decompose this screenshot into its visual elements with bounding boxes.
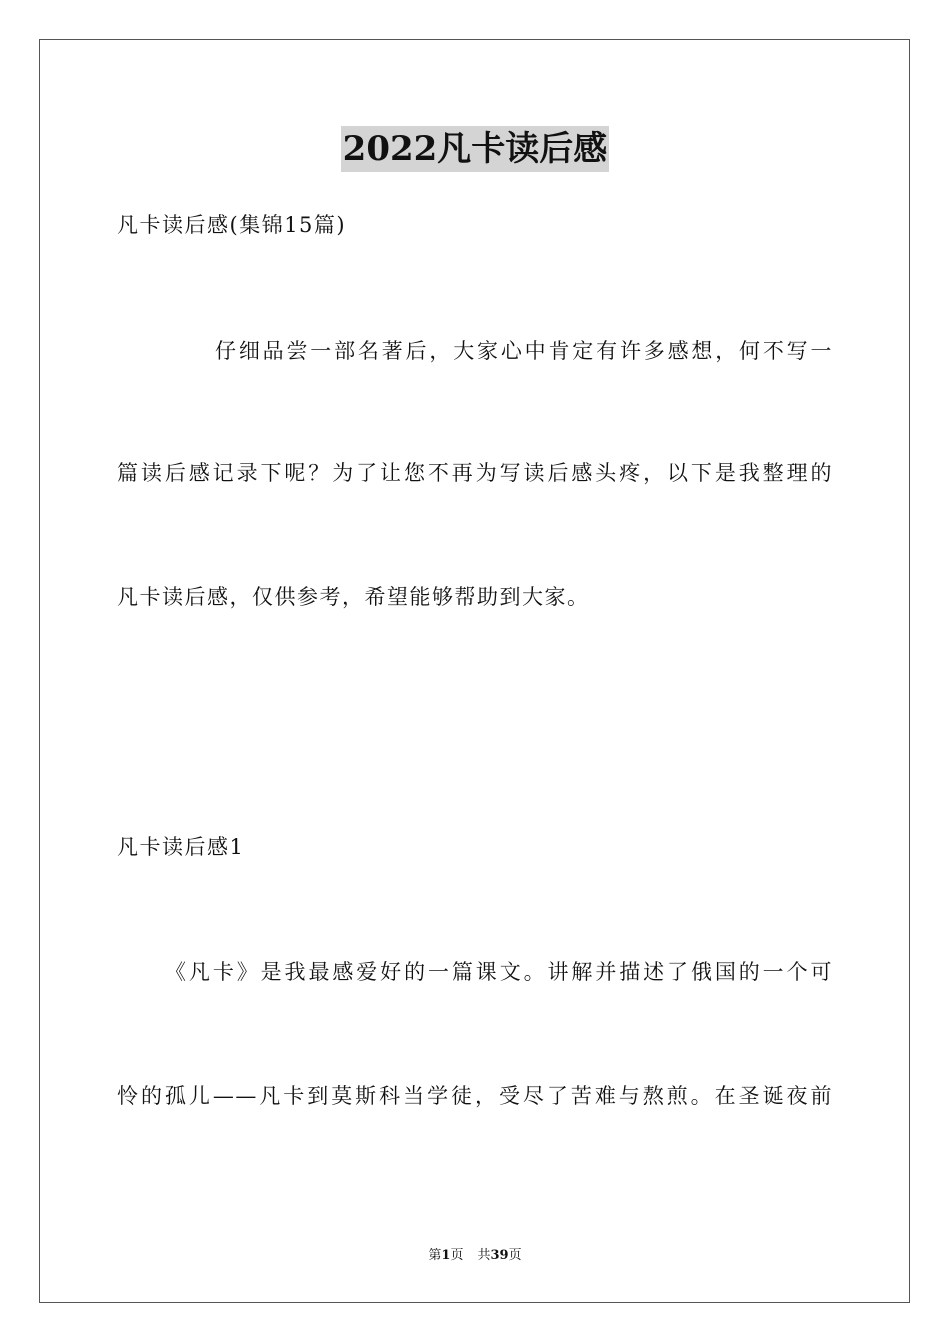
body-line-2: 怜的孤儿——凡卡到莫斯科当学徒，受尽了苦难与熬煎。在圣诞夜前 [117,1084,833,1108]
page-prefix: 第 [428,1248,442,1263]
page-suffix: 页 [450,1248,464,1263]
total-suffix: 页 [508,1248,522,1263]
total-prefix: 共 [477,1248,491,1263]
document-subtitle: 凡卡读后感(集锦15篇) [117,213,347,237]
intro-line-2: 篇读后感记录下呢？为了让您不再为写读后感头疼，以下是我整理的 [117,461,833,485]
document-title: 2022凡卡读后感 [341,126,610,172]
page-footer [0,1247,950,1265]
body-line-1: 《凡卡》是我最感爱好的一篇课文。讲解并描述了俄国的一个可 [165,960,833,984]
page-current: 1 [441,1248,451,1263]
page-total: 39 [490,1248,509,1263]
section-heading: 凡卡读后感1 [117,835,245,859]
intro-line-3: 凡卡读后感，仅供参考，希望能够帮助到大家。 [117,585,590,609]
intro-line-1: 仔细品尝一部名著后，大家心中肯定有许多感想，何不写一 [215,339,833,363]
title-wrap [0,126,950,172]
